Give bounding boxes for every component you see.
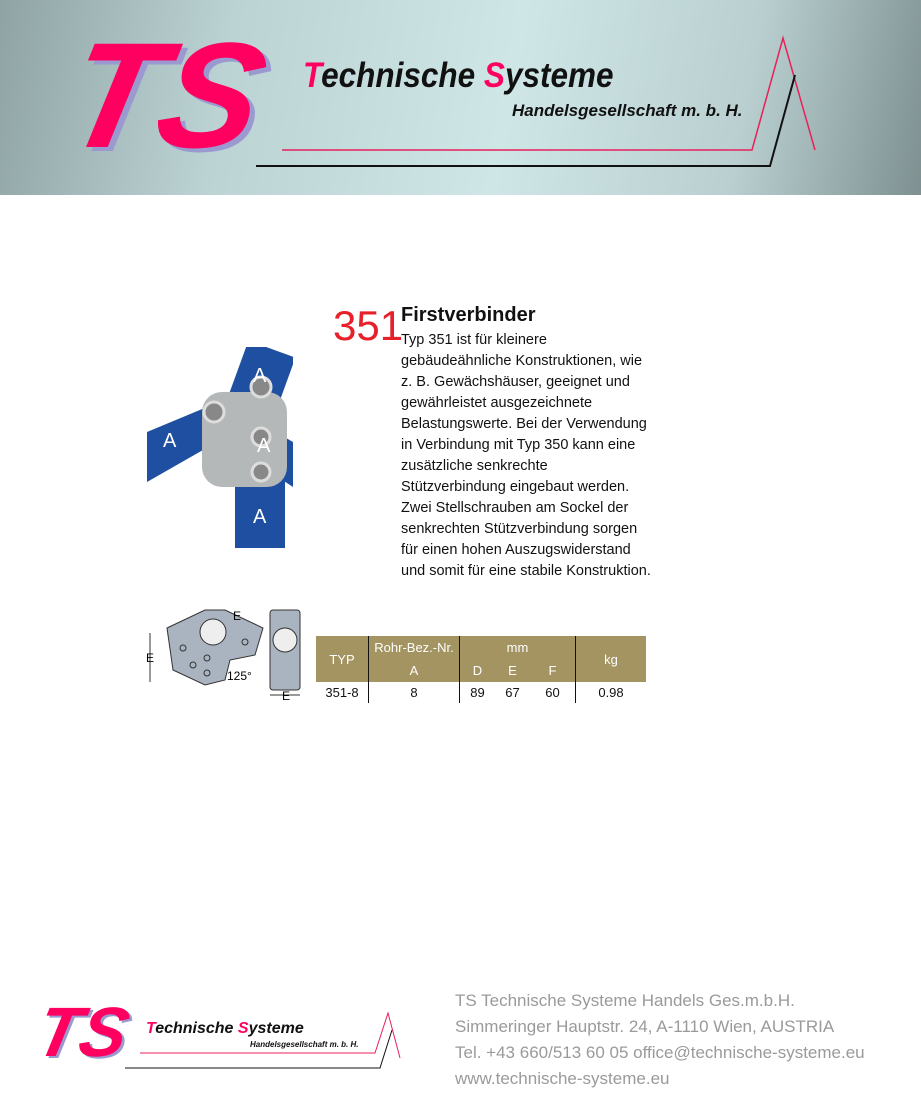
brand-part: echnische [321, 56, 484, 95]
brand-s: S [483, 56, 505, 95]
brand-part: echnische [155, 1020, 238, 1037]
cell-e: 67 [505, 685, 520, 700]
th-rohr: Rohr-Bez.-Nr. [369, 636, 460, 659]
cell-typ: 351-8 [325, 685, 359, 700]
product-number: 351 [333, 302, 404, 349]
dim-e-label: E [233, 609, 242, 623]
svg-text:A: A [163, 430, 177, 452]
label-a: A [253, 365, 267, 387]
dimension-drawing [145, 600, 305, 705]
brand-subtitle: Handelsgesellschaft m. b. H. [512, 101, 743, 120]
angle-label: 125° [227, 669, 252, 683]
brand-t: T [303, 56, 322, 95]
ts-logo: TS [52, 11, 280, 179]
dim-e-label: E [146, 651, 155, 665]
header-banner [0, 0, 921, 195]
product-title: Firstverbinder [401, 304, 536, 326]
product-image [147, 347, 293, 548]
th-a: A [369, 659, 460, 682]
th-mm: mm [460, 636, 576, 659]
brand-t: T [146, 1020, 156, 1037]
footer-logo [30, 995, 410, 1080]
table-row [316, 682, 646, 703]
cell-a: 8 [369, 682, 460, 703]
footer-company: TS Technische Systeme Handels Ges.m.b.H. [455, 991, 795, 1010]
svg-text:A: A [257, 435, 271, 457]
dim-e-label: E [282, 689, 291, 703]
cell-d: 89 [460, 682, 496, 703]
header-lines [0, 0, 921, 195]
product-description: Typ 351 ist für kleinere gebäudeähnliche Konstruktionen, wie z. B. Gewächshäuser, geeignet und gewährleistet ausgezeichnete Belastungswerte. Bei der Verwendung in Verbindung mit Typ 350 kann eine zusätzliche senkrechte Stützverbindung eingebaut werden. Zwei Stellschrauben am Sockel der senkrechten Stützverbindung sorgen für einen hohen Auszugswiderstand und somit für eine stabile Konstruktion. [401, 332, 651, 579]
spec-table [316, 636, 646, 703]
footer-website[interactable]: www.technische-systeme.eu [455, 1069, 670, 1088]
th-typ: TYP [316, 636, 369, 682]
cell-kg: 0.98 [576, 682, 647, 703]
brand-s: S [237, 1020, 249, 1037]
brand-part: ysteme [504, 56, 614, 95]
footer-contact [455, 988, 865, 1092]
cell-f: 60 [545, 685, 560, 700]
footer-phone-email[interactable]: Tel. +43 660/513 60 05 office@technische-systeme.eu [455, 1043, 865, 1062]
th-f: F [530, 659, 576, 682]
th-d: D [460, 659, 496, 682]
th-e: E [495, 659, 530, 682]
footer-brand-subtitle: Handelsgesellschaft m. b. H. [250, 1040, 359, 1049]
footer-address: Simmeringer Hauptstr. 24, A-1110 Wien, AUSTRIA [455, 1017, 835, 1036]
footer-ts-logo: TS [29, 993, 136, 1071]
svg-text:A: A [253, 506, 267, 528]
brand-part: ysteme [248, 1020, 304, 1037]
th-kg: kg [576, 636, 647, 682]
